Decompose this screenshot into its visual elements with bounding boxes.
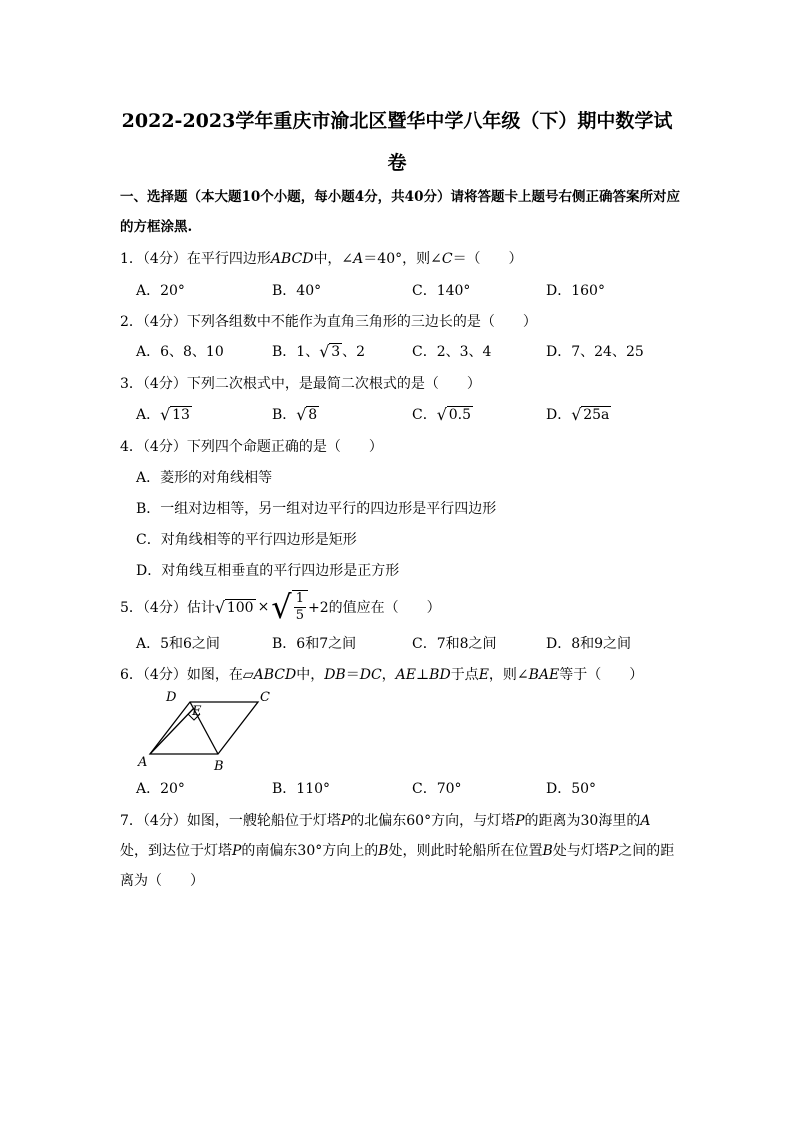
label-b: B [214,759,224,774]
q2-option-a[interactable]: A．6、8、10 [136,344,224,360]
q1-text: ＝40°，则∠ [363,251,442,267]
fraction [294,591,306,624]
label-e: E [192,704,202,719]
q3-option-d[interactable] [546,404,611,424]
option-label: B． [272,407,297,423]
q6-var: E [478,667,489,683]
q6-var: AE [395,667,416,683]
q4-option-b[interactable]: B．一组对边相等，另一组对边平行的四边形是平行四边形 [136,501,497,517]
q6-text: ， [381,667,396,683]
q5-option-b[interactable]: B．6和7之间 [272,636,357,652]
label-c: C [260,690,270,705]
q2-option-b[interactable] [272,341,365,361]
numerator: 1 [295,591,304,606]
q7-var: P [340,813,351,829]
q7-var: B [378,843,389,859]
q2-option-c[interactable]: C．2、3、4 [412,344,492,360]
exam-title-line2: 卷 [387,152,407,174]
q1-text: 中，∠ [313,251,354,267]
question-3: 3．（4分）下列二次根式中，是最简二次根式的是（ ） [120,376,481,392]
q7-text: 之间的距离为（ ） [120,843,675,889]
q7-text: 的距离为30海里的 [524,813,641,829]
q7-var: B [542,843,553,859]
q1-option-d[interactable]: D．160° [546,283,605,299]
question-6 [120,664,643,684]
q1-option-c[interactable]: C．140° [412,283,471,299]
q7-text: 处与灯塔 [552,843,609,859]
q6-text: ，则∠ [488,667,529,683]
q2-option-b-label: B．1、 [272,344,320,360]
sqrt-symbol: √ 25a [571,405,610,424]
sqrt-symbol: √ 3 [319,342,341,361]
q5-option-a[interactable]: A．5和6之间 [136,636,220,652]
sqrt-symbol: √ 13 [160,405,190,424]
denominator: 5 [295,608,304,623]
q3-option-a[interactable] [136,404,192,424]
sqrt-symbol: √ 8 [296,405,318,424]
sqrt-fraction [271,590,308,624]
q4-option-c[interactable]: C．对角线相等的平行四边形是矩形 [136,532,357,548]
sqrt-symbol: √ 100 [214,597,254,617]
q6-var: ABCD [253,667,297,683]
q2-option-d[interactable]: D．7、24、25 [546,344,644,360]
q7-var: P [515,813,525,829]
q4-option-d[interactable]: D．对角线互相垂直的平行四边形是正方形 [136,563,400,579]
q6-var: DC [359,667,382,683]
q6-text: 等于（ ） [559,667,644,683]
radicand: 3 [331,344,341,360]
q7-var: P [232,843,242,859]
q7-text: 处，则此时轮船所在位置 [388,843,543,859]
question-5 [120,590,441,624]
q5-option-c[interactable]: C．7和8之间 [412,636,497,652]
q4-option-a[interactable]: A．菱形的对角线相等 [136,470,273,486]
q6-var: DB [324,667,346,683]
exam-title-line1: 2022-2023学年重庆市渝北区暨华中学八年级（下）期中数学试 [121,110,673,132]
segment-ae [150,708,194,754]
option-label: D． [546,407,572,423]
q6-text: 于点 [450,667,479,683]
q1-option-a[interactable]: A．20° [136,283,185,299]
q7-var: P [608,843,619,859]
q6-text: 中， [296,667,325,683]
q2-option-b-tail: 、2 [342,344,366,360]
q6-var: BAE [528,667,560,683]
q5-text: +2的值应在（ ） [307,600,441,616]
option-label: C． [412,407,437,423]
q1-option-b[interactable]: B．40° [272,283,322,299]
q7-text: 的北偏东60°方向，与灯塔 [350,813,516,829]
radicand: 13 [172,407,190,423]
q1-var: A [353,251,364,267]
radicand: 0.5 [448,407,471,423]
sqrt-symbol: √ 0.5 [436,405,471,424]
parallelogram-figure [134,686,284,778]
sqrt-symbol: √ [271,588,292,626]
radicand: 100 [226,599,254,616]
q6-option-b[interactable]: B．110° [272,781,331,797]
q1-text: ＝（ ） [452,251,523,267]
radicand [292,590,308,624]
question-2: 2．（4分）下列各组数中不能作为直角三角形的三边长的是（ ） [120,314,537,330]
q7-text: 处，到达位于灯塔 [120,843,232,859]
q6-text: 6．（4分）如图，在▱ [120,667,254,683]
q3-option-b[interactable] [272,404,319,424]
q5-text: 5．（4分）估计 [120,600,215,616]
q6-option-d[interactable]: D．50° [546,781,597,797]
q1-var: ABCD [270,251,314,267]
q6-text: ⊥ [416,667,430,683]
section-heading: 一、选择题（本大题10个小题，每小题4分，共40分）请将答题卡上题号右侧正确答案所对应的方框涂黑. [120,189,680,235]
q7-var: A [640,813,651,829]
q7-text: 的南偏东30°方向上的 [241,843,379,859]
question-1 [120,248,523,268]
question-4: 4．（4分）下列四个命题正确的是（ ） [120,439,383,455]
q6-option-c[interactable]: C．70° [412,781,462,797]
q1-text: 1．（4分）在平行四边形 [120,251,271,267]
times-symbol: × [257,599,270,615]
q7-text: 7．（4分）如图，一艘轮船位于灯塔 [120,813,341,829]
q6-text: ＝ [345,667,360,683]
option-label: A． [136,407,161,423]
question-7 [120,806,676,896]
label-d: D [166,690,177,705]
radicand: 25a [583,407,610,423]
radicand: 8 [308,407,318,423]
label-a: A [138,755,148,770]
q3-option-c[interactable] [412,404,473,424]
q5-option-d[interactable]: D．8和9之间 [546,636,632,652]
q6-option-a[interactable]: A．20° [136,781,185,797]
q6-var: BD [429,667,451,683]
q1-var: C [441,251,453,267]
